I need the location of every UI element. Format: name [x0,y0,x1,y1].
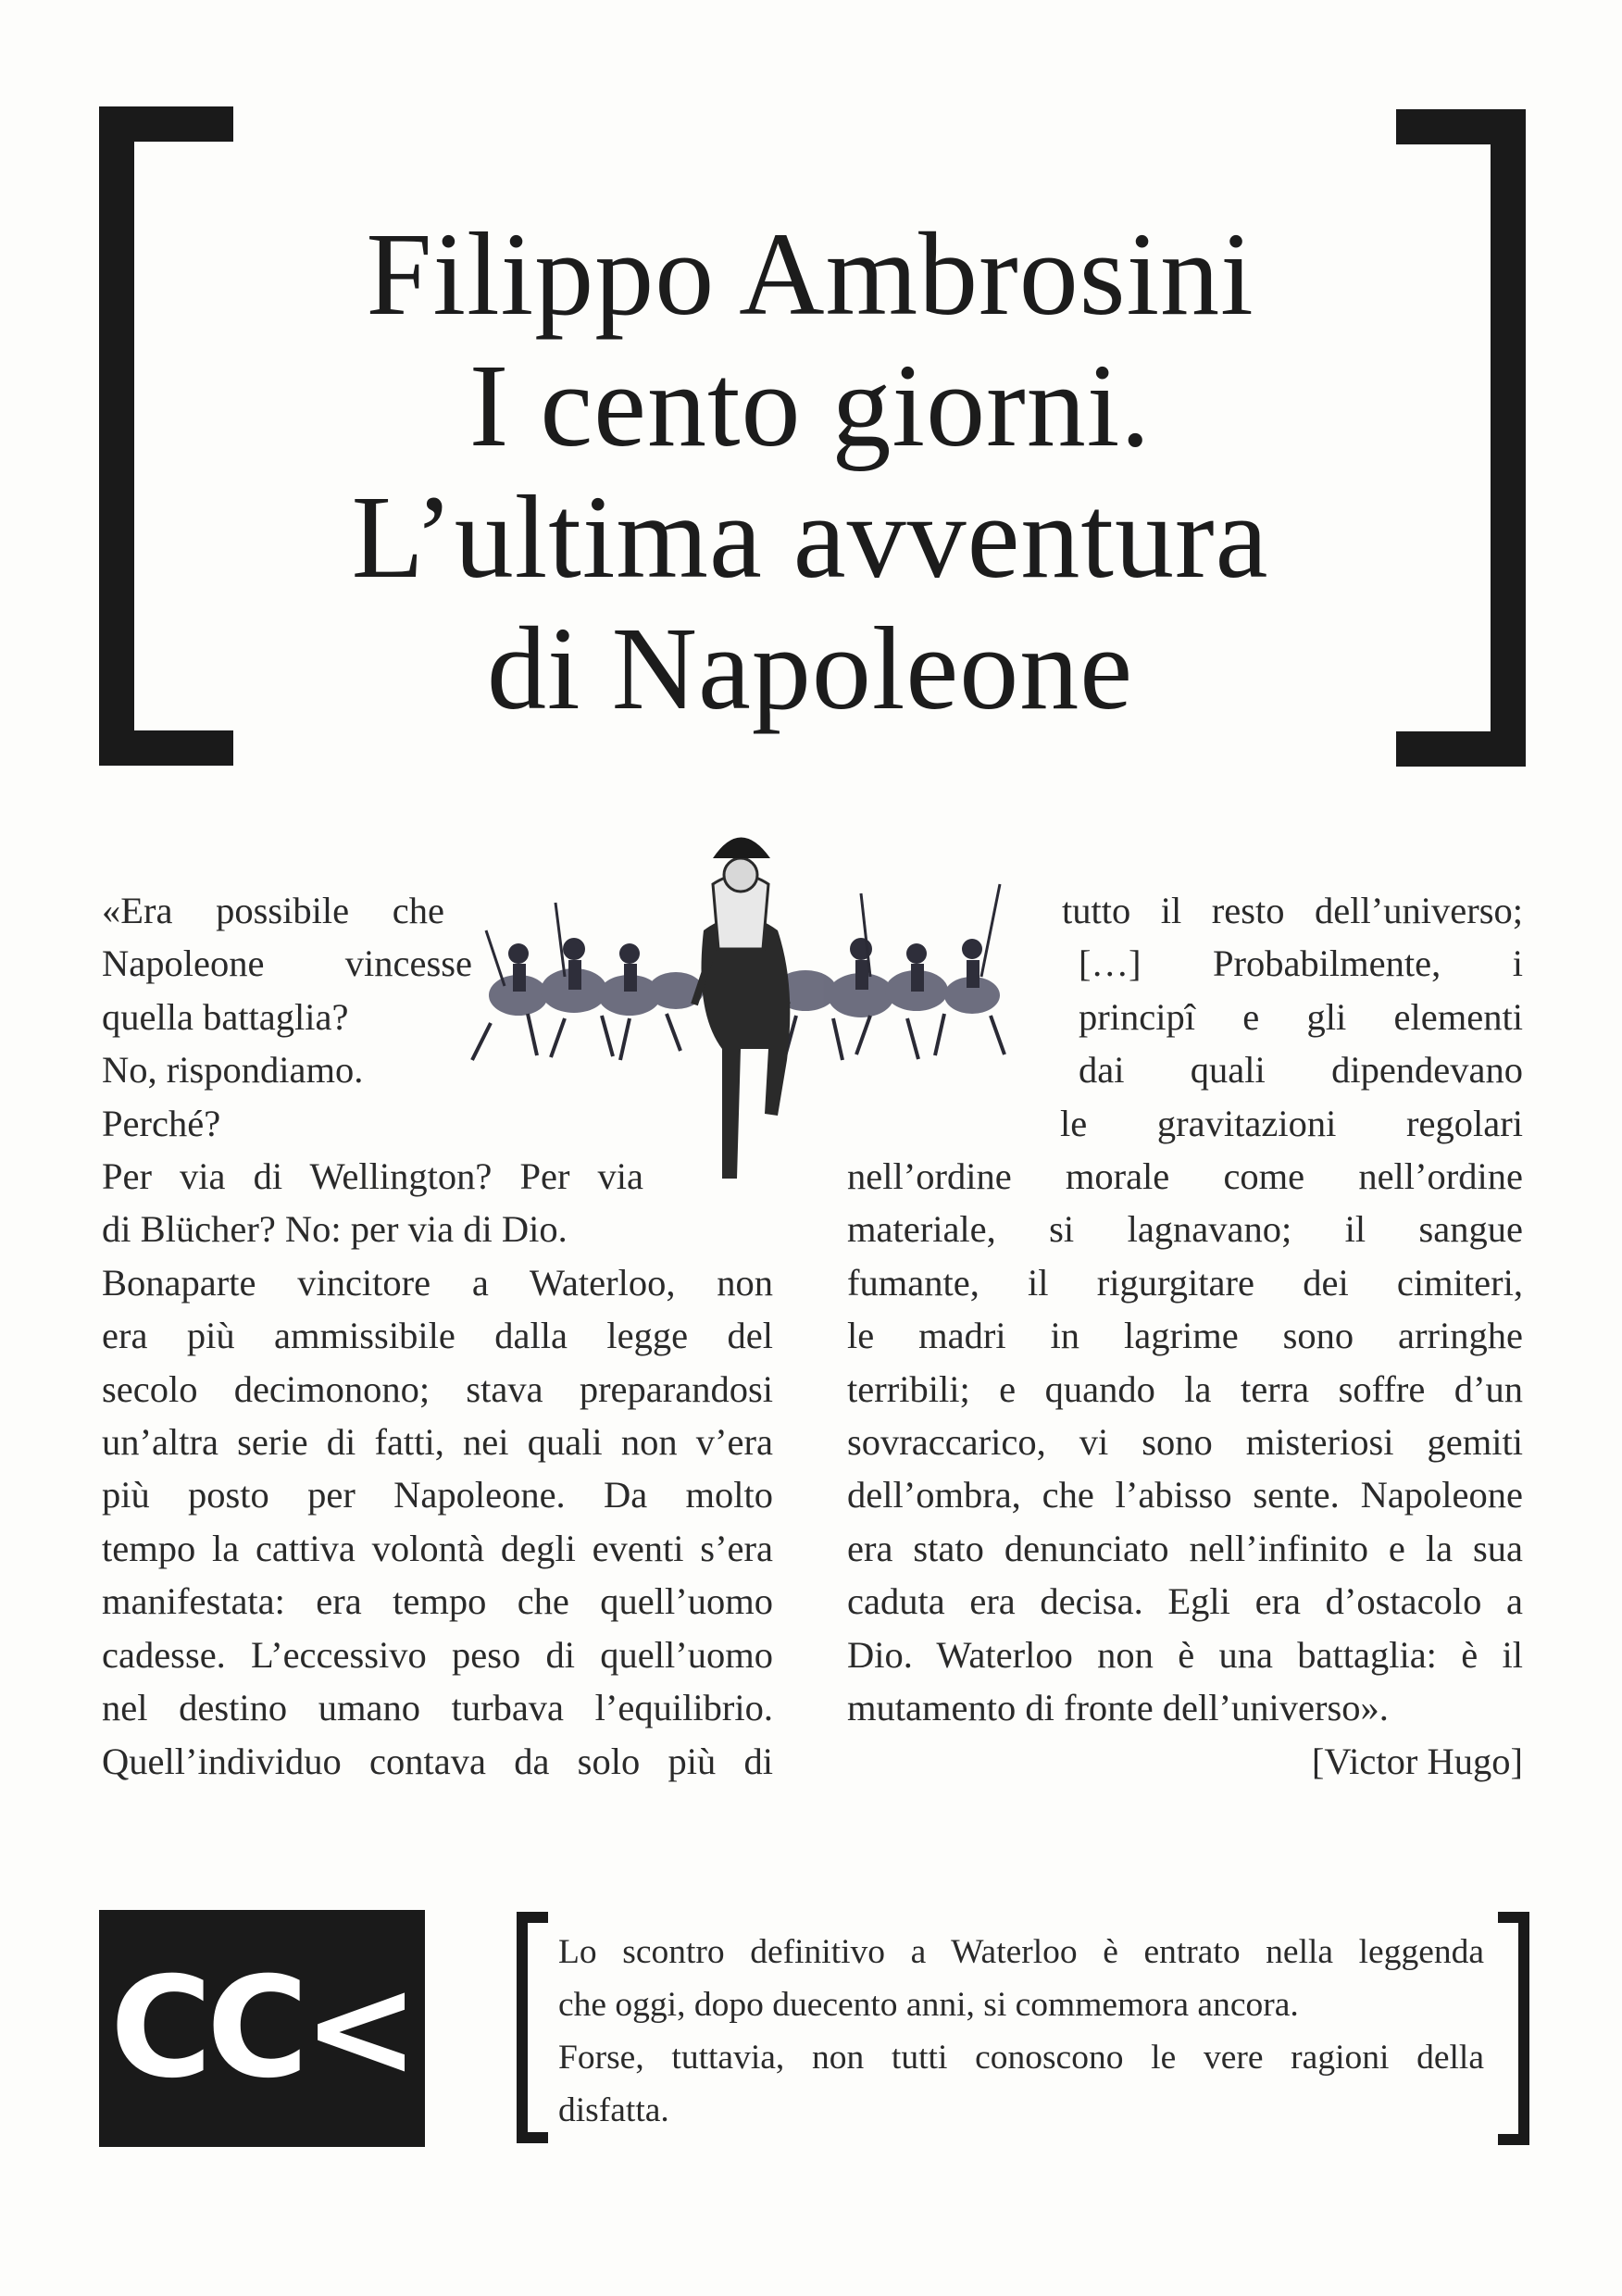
quote-left-column [102,884,773,1788]
publisher-logo-text: CC< [110,1948,414,2109]
title-line-3: L’ultima avventura [351,471,1269,603]
quote-left-line: «Era possibile che [102,890,444,931]
quote-left-line: era più ammissibile dalla legge del [102,1315,773,1357]
quote-left-line: più posto per Napoleone. Da molto [102,1474,773,1516]
quote-right-line: principî e gli elementi [1079,995,1523,1038]
quote-left-line: nel destino umano turbava l’equilibrio. [102,1687,773,1729]
quote-left-line: Bonaparte vincitore a Waterloo, non [102,1261,773,1304]
quote-right-line: Dio. Waterloo non è una battaglia: è il [847,1633,1523,1676]
quote-right-line: era stato denunciato nell’infinito e la sua [847,1527,1523,1569]
blurb-line: che oggi, dopo duecento anni, si commemora ancora. [558,1986,1299,2024]
quote-left-line: No, rispondiamo. [102,1049,364,1092]
title-line-4: di Napoleone [487,603,1133,734]
quote-left-line: cadesse. L’eccessivo peso di quell’uomo [102,1633,773,1676]
author-name: Filippo Ambrosini [366,208,1254,340]
blurb-line: Lo scontro definitivo a Waterloo è entrato nella leggenda [558,1933,1484,1971]
quote-right-line: le madri in lagrime sono arringhe [847,1315,1523,1357]
quote-left-line: di Blücher? No: per via di Dio. [102,1208,568,1251]
quote-right-line: […] Probabilmente, i [1079,942,1523,985]
title-line-2: I cento giorni. [468,340,1152,471]
quote-right-line: mutamento di fronte dell’universo». [847,1687,1389,1729]
quote-right-line: materiale, si lagnavano; il sangue [847,1208,1523,1251]
book-title [241,208,1379,734]
quote-right-line: le gravitazioni regolari [1060,1102,1523,1144]
back-cover-blurb [558,1926,1484,2137]
quote-right-line: sovraccarico, vi sono misteriosi gemiti [847,1421,1523,1464]
publisher-logo [99,1910,425,2147]
quote-left-line: Perché? [102,1102,221,1144]
blurb-line: Forse, tuttavia, non tutti conoscono le vere ragioni della [558,2039,1484,2077]
quote-left-line: manifestata: era tempo che quell’uomo [102,1580,773,1623]
quote-left-line: secolo decimonono; stava preparandosi [102,1367,773,1410]
quote-left-line: tempo la cattiva volontà degli eventi s’era [102,1527,773,1569]
quote-right-column [847,884,1523,1788]
blurb-line: disfatta. [558,2091,669,2129]
quote-right-line: tutto il resto dell’universo; [1062,890,1523,931]
quote-left-line: Per via di Wellington? Per via [102,1155,643,1198]
quote-right-line: nell’ordine morale come nell’ordine [847,1155,1523,1198]
quote-left-line: quella battaglia? [102,995,349,1038]
quote-left-line: un’altra serie di fatti, nei quali non v’era [102,1421,773,1464]
quote-right-line: fumante, il rigurgitare dei cimiteri, [847,1261,1523,1304]
quote-right-line: caduta era decisa. Egli era d’ostacolo a [847,1580,1523,1623]
quote-right-line: dell’ombra, che l’abisso sente. Napoleone [847,1474,1523,1516]
quote-right-line: terribili; e quando la terra soffre d’un [847,1367,1523,1410]
quote-attribution: [Victor Hugo] [1311,1740,1523,1782]
quote-left-line: Quell’individuo contava da solo più di [102,1740,773,1782]
quote-left-line: Napoleone vincesse [102,942,472,985]
quote-right-line: dai quali dipendevano [1079,1049,1523,1092]
